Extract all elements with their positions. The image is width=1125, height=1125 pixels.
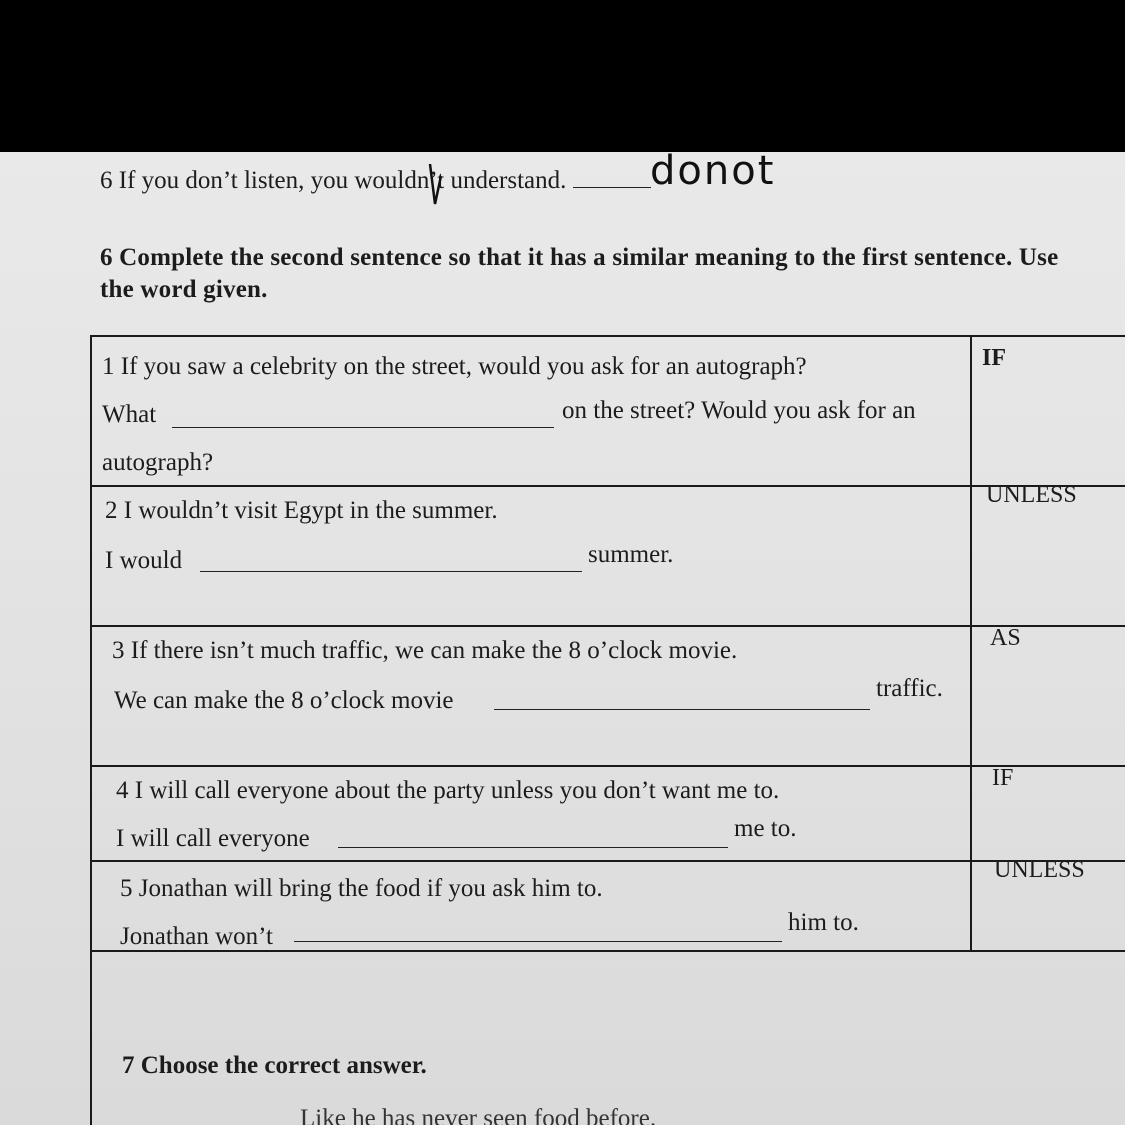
- row-5-answer-blank[interactable]: [294, 941, 782, 942]
- exercise-7-heading: 7 Choose the correct answer.: [122, 1052, 427, 1079]
- row-4-answer-end: me to.: [734, 815, 797, 842]
- table-row-divider-3: [90, 765, 1125, 767]
- row-2-prompt: 2 I wouldn’t visit Egypt in the summer.: [105, 497, 498, 524]
- table-row-divider-4: [90, 860, 1125, 862]
- row-2-answer-end: summer.: [588, 541, 674, 568]
- row-1-answer-start: What: [102, 401, 157, 428]
- previous-item-6: [100, 167, 651, 195]
- row-3-prompt: 3 If there isn’t much traffic, we can make the 8 o’clock movie.: [112, 637, 738, 664]
- exercise-6-instruction-line1: 6 Complete the second sentence so that it has a similar meaning to the first sentence. Use: [100, 244, 1059, 271]
- row-3-answer-start: We can make the 8 o’clock movie: [114, 687, 454, 714]
- row-3-answer-blank[interactable]: [494, 709, 870, 710]
- table-row-divider-2: [90, 625, 1125, 627]
- row-1-answer-blank[interactable]: [172, 427, 554, 428]
- handwritten-caret-mark: [428, 164, 442, 208]
- row-2-answer-blank[interactable]: [200, 571, 582, 572]
- exercise-6-instruction-line2: the word given.: [100, 276, 268, 303]
- table-column-divider: [970, 335, 972, 950]
- table-border-left: [90, 335, 92, 1125]
- previous-item-text: 6 If you don’t listen, you wouldn’t understand.: [100, 167, 567, 194]
- table-row-divider-1: [90, 485, 1125, 487]
- row-4-prompt: 4 I will call everyone about the party unless you don’t want me to.: [116, 777, 780, 804]
- row-1-answer-continued: autograph?: [102, 449, 214, 476]
- row-1-keyword: IF: [982, 345, 1006, 371]
- photo-dark-background: [0, 0, 1125, 152]
- row-3-answer-end: traffic.: [876, 675, 943, 702]
- exercise-6-heading: [100, 242, 1058, 306]
- worksheet-page: [0, 152, 1125, 1125]
- exercise-7-first-item-partial: Like he has never seen food before.: [300, 1105, 657, 1125]
- row-1-prompt: 1 If you saw a celebrity on the street, would you ask for an autograph?: [102, 353, 807, 380]
- row-2-keyword: UNLESS: [986, 482, 1077, 508]
- row-5-answer-start: Jonathan won’t: [120, 923, 273, 950]
- row-4-keyword: IF: [992, 765, 1014, 791]
- row-4-answer-start: I will call everyone: [116, 825, 310, 852]
- handwritten-answer: donot: [650, 152, 776, 194]
- previous-item-blank: [573, 187, 651, 188]
- row-5-prompt: 5 Jonathan will bring the food if you ask him to.: [120, 875, 603, 902]
- row-1-answer-end: on the street? Would you ask for an: [562, 397, 916, 424]
- row-5-answer-end: him to.: [788, 909, 859, 936]
- row-4-answer-blank[interactable]: [338, 847, 728, 848]
- row-2-answer-start: I would: [105, 547, 183, 574]
- table-border-top: [90, 335, 1125, 337]
- exercise-6-table: [90, 335, 1125, 1125]
- row-5-keyword: UNLESS: [994, 857, 1085, 883]
- row-3-keyword: AS: [990, 625, 1021, 651]
